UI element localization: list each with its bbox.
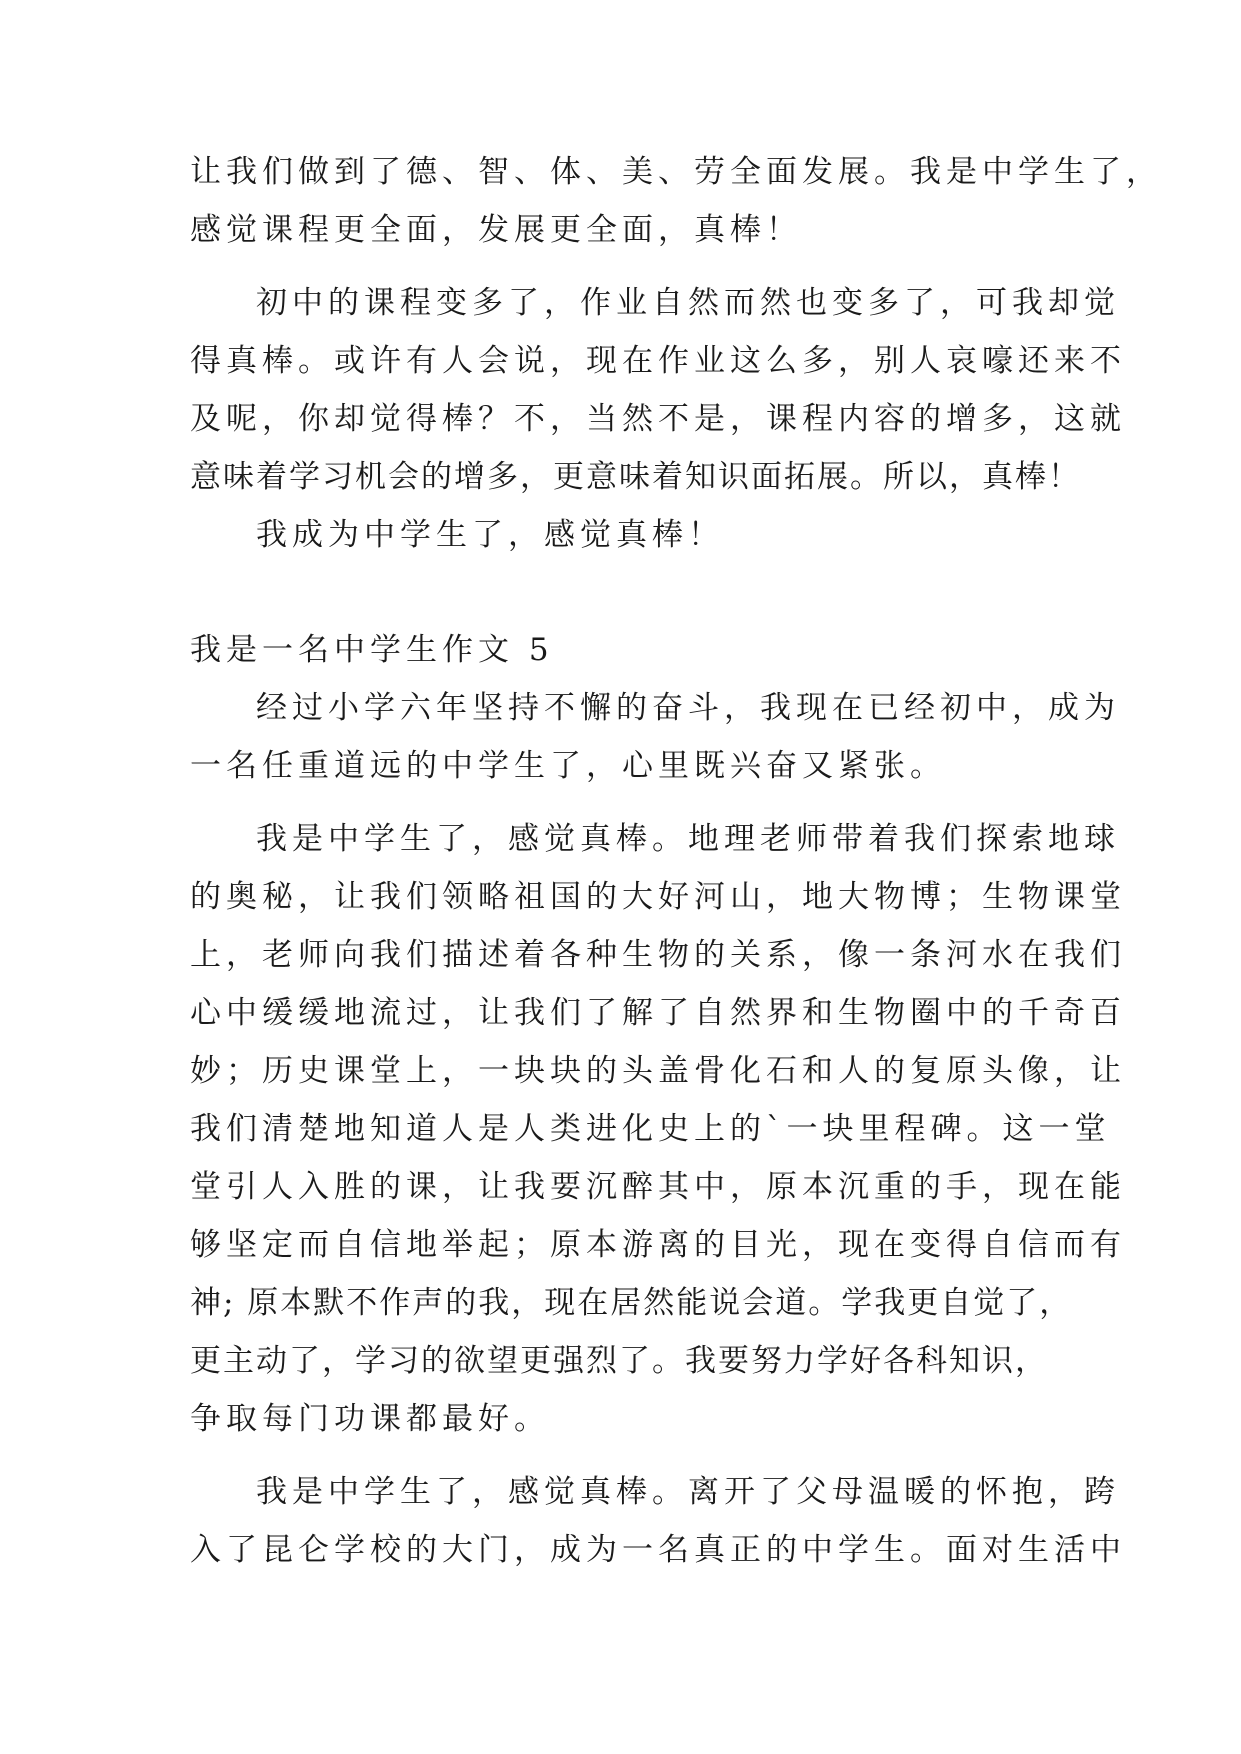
paragraph-line: 我是中学生了，感觉真棒。离开了父母温暖的怀抱，跨 [256,1474,1120,1510]
text-line: 入了昆仑学校的大门，成为一名真正的中学生。面对生活中 [190,1532,1126,1568]
text-line: 争取每门功课都最好。 [190,1401,550,1437]
section-heading: 我是一名中学生作文 5 [190,632,554,668]
text-line: 更主动了，学习的欲望更强烈了。我要努力学好各科知识， [190,1343,1048,1379]
text-line: 够坚定而自信地举起；原本游离的目光，现在变得自信而有 [190,1227,1126,1263]
text-line: 让我们做到了德、智、体、美、劳全面发展。我是中学生了， [190,154,1162,190]
text-line: 上，老师向我们描述着各种生物的关系，像一条河水在我们 [190,937,1126,973]
text-line: 的奥秘，让我们领略祖国的大好河山，地大物博；生物课堂 [190,879,1126,915]
text-line: 得真棒。或许有人会说，现在作业这么多，别人哀嚎还来不 [190,343,1126,379]
paragraph-line: 经过小学六年坚持不懈的奋斗，我现在已经初中，成为 [256,690,1120,726]
text-line: 我们清楚地知道人是人类进化史上的`一块里程碑。这一堂 [190,1111,1111,1147]
text-line: 妙；历史课堂上，一块块的头盖骨化石和人的复原头像，让 [190,1053,1126,1089]
paragraph-line: 初中的课程变多了，作业自然而然也变多了，可我却觉 [256,285,1120,321]
paragraph-line: 我成为中学生了，感觉真棒！ [256,517,724,553]
text-line: 神; 原本默不作声的我，现在居然能说会道。学我更自觉了， [190,1285,1073,1321]
paragraph-line: 我是中学生了，感觉真棒。地理老师带着我们探索地球 [256,821,1120,857]
text-line: 感觉课程更全面，发展更全面，真棒！ [190,212,802,248]
text-line: 及呢，你却觉得棒？不，当然不是，课程内容的增多，这就 [190,401,1126,437]
text-line: 一名任重道远的中学生了，心里既兴奋又紧张。 [190,748,946,784]
text-line: 心中缓缓地流过，让我们了解了自然界和生物圈中的千奇百 [190,995,1126,1031]
text-line: 意味着学习机会的增多，更意味着知识面拓展。所以，真棒！ [190,459,1081,495]
text-line: 堂引人入胜的课，让我要沉醉其中，原本沉重的手，现在能 [190,1169,1126,1205]
